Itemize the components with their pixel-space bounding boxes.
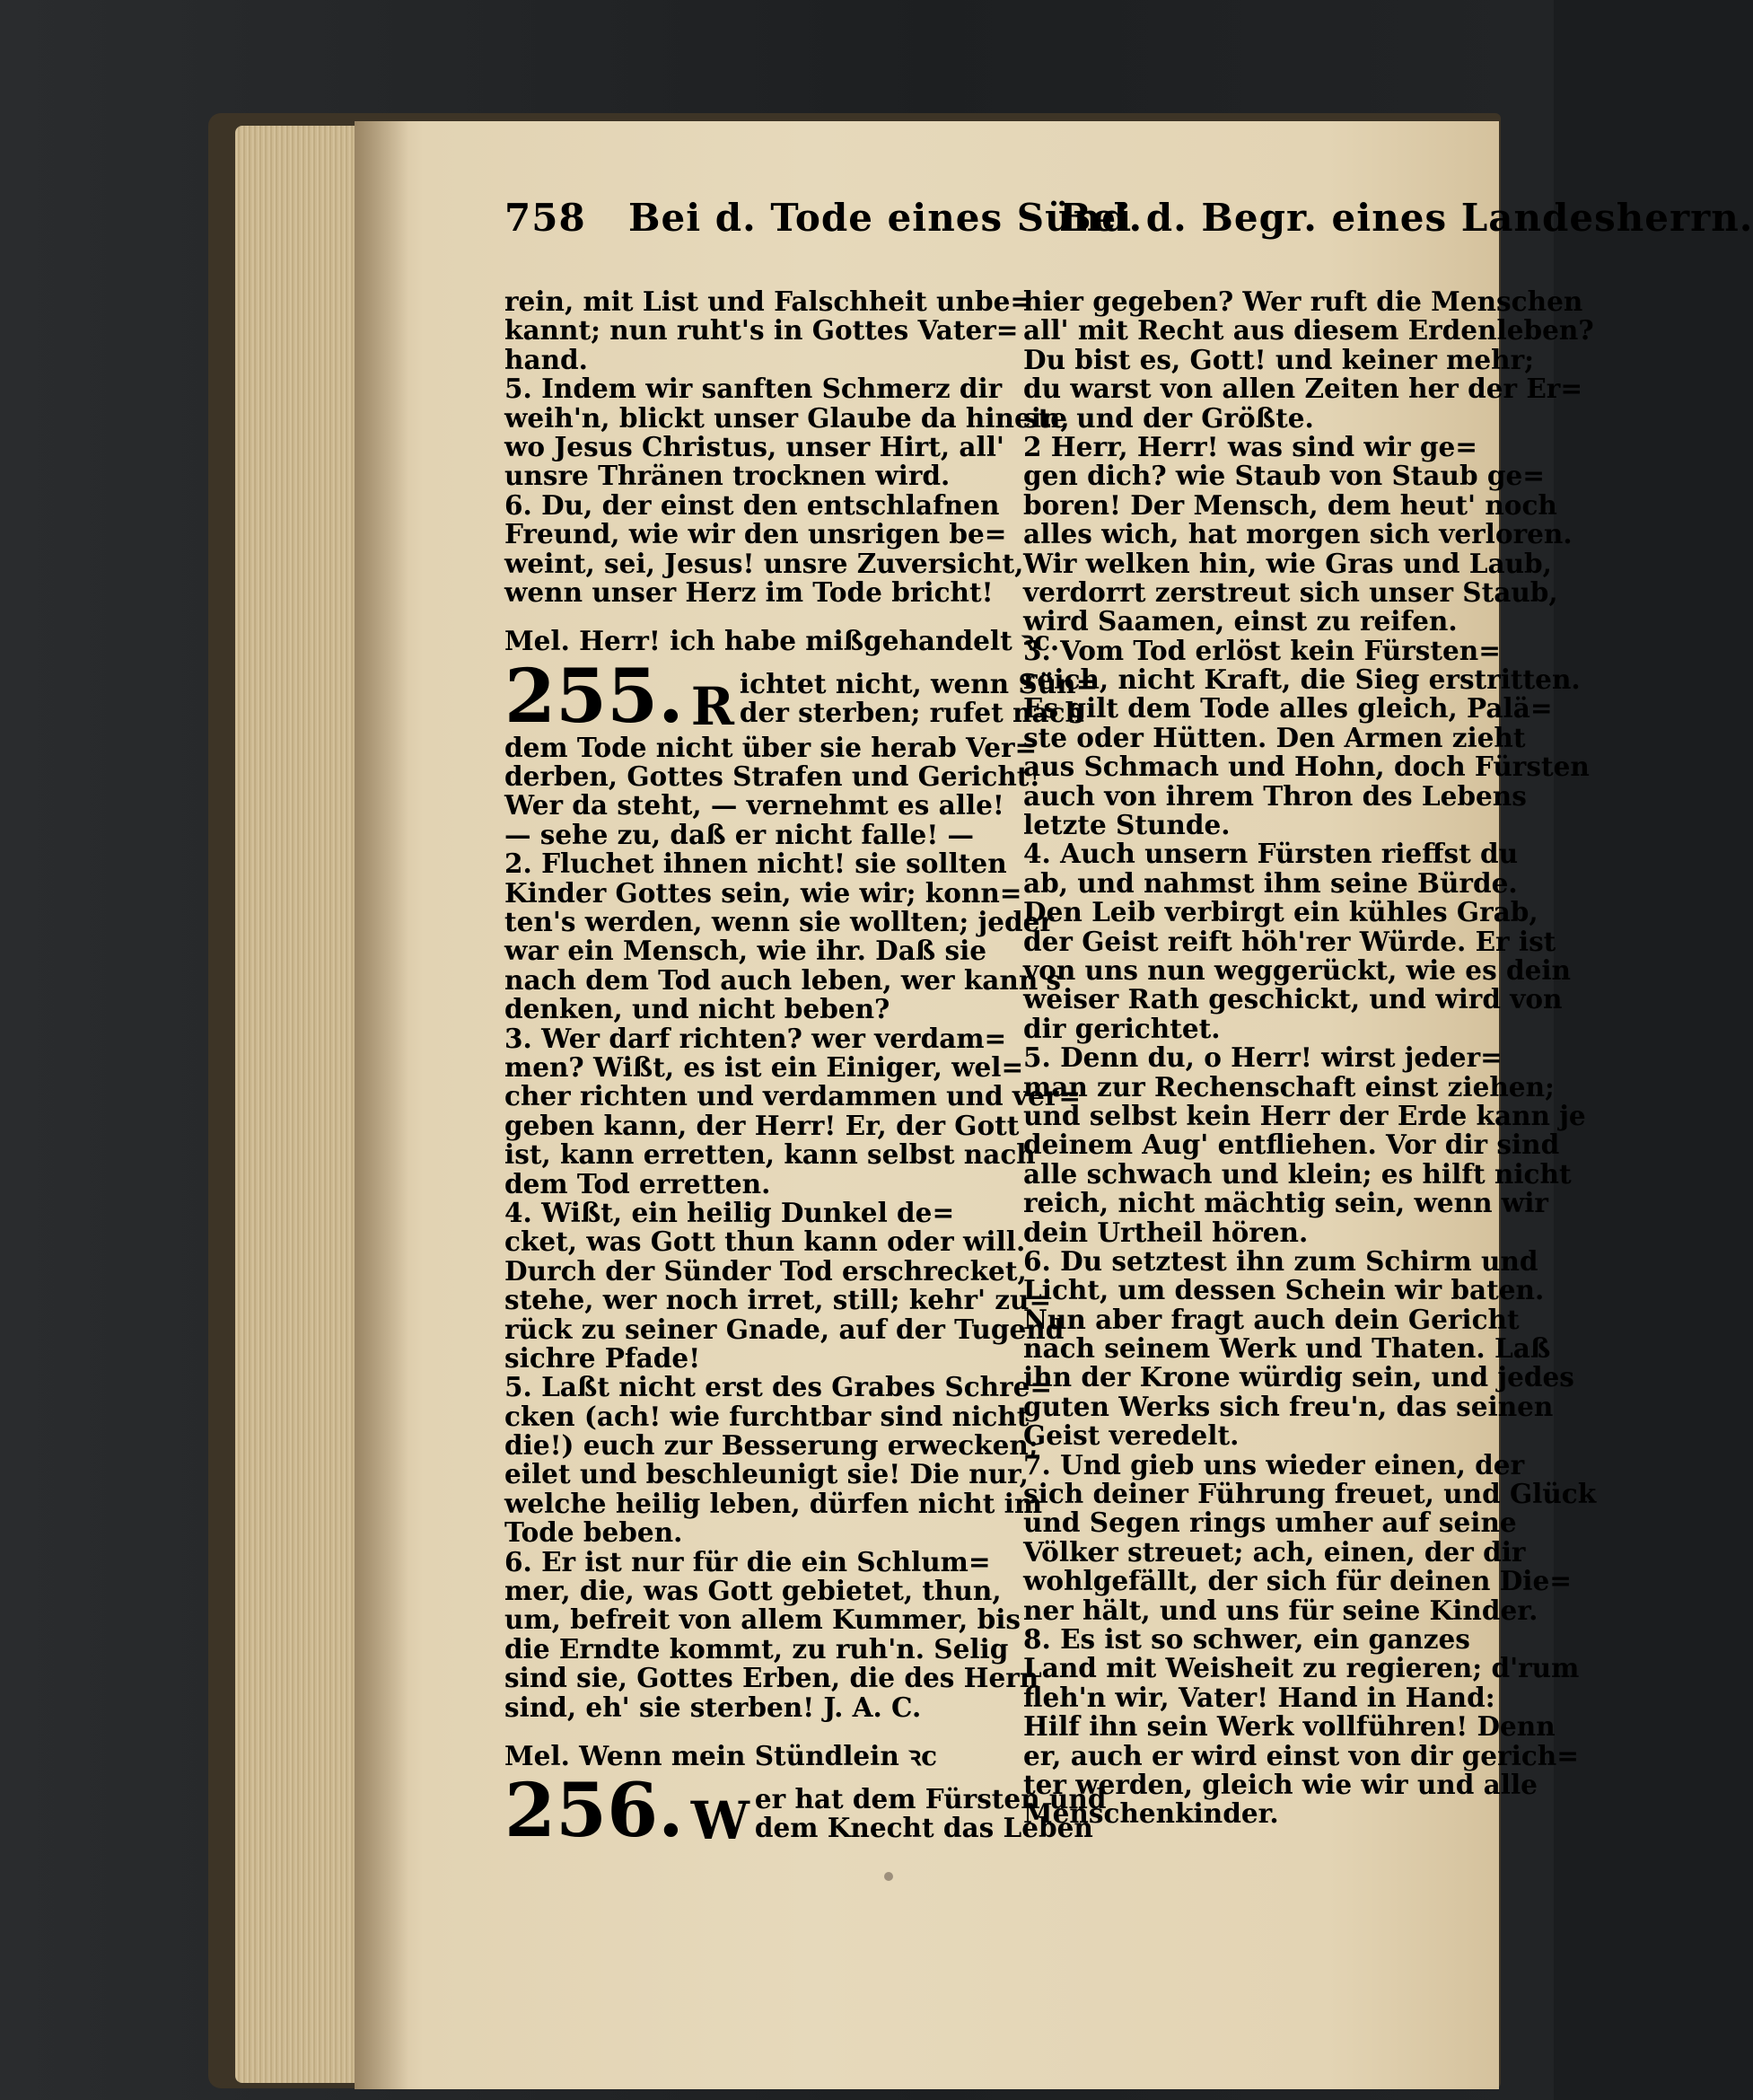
text-line: alle schwach und klein; es hilft nicht — [1023, 1157, 1572, 1190]
text-line: 6. Du, der einst den entschlafnen — [504, 488, 1000, 521]
text-line: Wer da steht, — vernehmt es alle! — [504, 789, 1004, 822]
text-line: 5. Laßt nicht erst des Grabes Schre= — [504, 1371, 1053, 1403]
text-line: cken (ach! wie furchtbar sind nicht — [504, 1400, 1030, 1432]
text-line: eilet und beschleunigt sie! Die nur, — [504, 1458, 1029, 1490]
text-line: Es gilt dem Tode alles gleich, Palä= — [1023, 692, 1553, 725]
text-line: Menschenkinder. — [1023, 1797, 1279, 1830]
text-line: ste und der Größte. — [1023, 401, 1314, 434]
hymn-256-line-2: dem Knecht das Leben — [754, 1811, 1093, 1843]
text-line: Kinder Gottes sein, wie wir; konn= — [504, 876, 1022, 909]
left-column — [504, 286, 1107, 1855]
text-line: ste oder Hütten. Den Armen zieht — [1023, 721, 1526, 753]
text-line: weiser Rath geschickt, und wird von — [1023, 983, 1563, 1015]
spine-shadow — [355, 121, 408, 2089]
text-line: Den Leib verbirgt ein kühles Grab, — [1023, 896, 1538, 928]
hymn-256-heading — [504, 1768, 1107, 1855]
text-line: dir gerichtet. — [1023, 1012, 1221, 1044]
text-line: — sehe zu, daß er nicht falle! — — [504, 818, 975, 850]
text-line: Licht, um dessen Schein wir baten. — [1023, 1274, 1545, 1306]
hymn-255-line-2: der sterben; rufet nach — [739, 697, 1084, 729]
text-line: 6. Er ist nur für die ein Schlum= — [504, 1545, 991, 1577]
text-line: wo Jesus Christus, unser Hirt, all' — [504, 430, 1004, 462]
text-line: 2 Herr, Herr! was sind wir ge= — [1023, 430, 1477, 462]
text-line: 7. Und gieb uns wieder einen, der — [1023, 1448, 1525, 1481]
text-line: stehe, wer noch irret, still; kehr' zu= — [504, 1284, 1052, 1316]
text-line: ner hält, und uns für seine Kinder. — [1023, 1594, 1538, 1626]
text-line: man zur Rechenschaft einst ziehen; — [1023, 1070, 1555, 1103]
text-line: dem Tod erretten. — [504, 1167, 771, 1199]
text-line: 5. Indem wir sanften Schmerz dir — [504, 373, 1003, 405]
text-line: und selbst kein Herr der Erde kann je — [1023, 1099, 1586, 1131]
text-line: ab, und nahmst ihm seine Bürde. — [1023, 866, 1518, 899]
text-line: 6. Du setztest ihn zum Schirm und — [1023, 1244, 1538, 1277]
text-line: wohlgefällt, der sich für deinen Die= — [1023, 1565, 1572, 1597]
text-line: du warst von allen Zeiten her der Er= — [1023, 373, 1583, 405]
text-line: wird Saamen, einst zu reifen. — [1023, 605, 1458, 637]
text-line: nach dem Tod auch leben, wer kann's — [504, 963, 1061, 996]
text-line: geben kann, der Herr! Er, der Gott — [504, 1109, 1020, 1141]
melody-line-255: Mel. Herr! ich habe mißgehandelt ꝛc. — [504, 625, 1060, 657]
text-line: 8. Es ist so schwer, ein ganzes — [1023, 1622, 1470, 1655]
text-line: 3. Vom Tod erlöst kein Fürsten= — [1023, 634, 1501, 666]
page-number: 758 — [504, 196, 586, 240]
text-line: kannt; nun ruht's in Gottes Vater= — [504, 314, 1019, 347]
text-line: Wir welken hin, wie Gras und Laub, — [1023, 547, 1552, 579]
text-line: weih'n, blickt unser Glaube da hinein, — [504, 401, 1070, 434]
text-line: der Geist reift höh'rer Würde. Er ist — [1023, 925, 1556, 957]
text-line: war ein Mensch, wie ihr. Daß sie — [504, 935, 987, 967]
running-header-right: Bei d. Begr. eines Landesherrn. — [1059, 196, 1753, 240]
text-line: Nun aber fragt auch dein Gericht — [1023, 1303, 1520, 1335]
hymn-number-255: 255. — [504, 653, 684, 740]
text-line: dein Urtheil hören. — [1023, 1216, 1309, 1248]
text-line: Freund, wie wir den unsrigen be= — [504, 518, 1007, 550]
text-line: Du bist es, Gott! und keiner mehr; — [1023, 343, 1534, 375]
text-line: dem Tode nicht über sie herab Ver= — [504, 731, 1038, 763]
text-line: 4. Auch unsern Fürsten rieffst du — [1023, 838, 1519, 870]
text-line: cher richten und verdammen und ver= — [504, 1080, 1082, 1112]
text-line: reich, nicht Kraft, die Sieg erstritten. — [1023, 663, 1581, 696]
text-line: alles wich, hat morgen sich verloren. — [1023, 518, 1573, 550]
text-line: um, befreit von allem Kummer, bis — [504, 1604, 1021, 1636]
text-line: Durch der Sünder Tod erschrecket, — [504, 1254, 1027, 1287]
text-line: men? Wißt, es ist ein Einiger, wel= — [504, 1050, 1024, 1083]
text-line: sind, eh' sie sterben! J. A. C. — [504, 1691, 922, 1723]
text-line: deinem Aug' entfliehen. Vor dir sind — [1023, 1129, 1560, 1161]
text-line: hand. — [504, 343, 588, 375]
text-line: verdorrt zerstreut sich unser Staub, — [1023, 576, 1558, 608]
text-line: auch von ihrem Thron des Lebens — [1023, 779, 1527, 812]
text-line: ter werden, gleich wie wir und alle — [1023, 1768, 1538, 1800]
text-line: ihn der Krone würdig sein, und jedes — [1023, 1361, 1574, 1393]
text-line: derben, Gottes Strafen und Gericht! — [504, 760, 1041, 793]
text-line: Geist veredelt. — [1023, 1419, 1240, 1452]
text-line: hier gegeben? Wer ruft die Menschen — [1023, 286, 1583, 317]
drop-initial-255: R — [690, 675, 734, 737]
drop-initial-256: W — [690, 1790, 749, 1852]
text-line: Land mit Weisheit zu regieren; d'rum — [1023, 1652, 1580, 1684]
hymn-256-line-1: er hat dem Fürsten und — [754, 1782, 1107, 1814]
text-line: er, auch er wird einst von dir gerich= — [1023, 1739, 1579, 1771]
running-header-left: Bei d. Tode eines Sünd. — [628, 196, 1144, 240]
text-line: Hilf ihn sein Werk vollführen! Denn — [1023, 1710, 1556, 1743]
text-line: Tode beben. — [504, 1516, 683, 1549]
text-line: ten's werden, wenn sie wollten; jeder — [504, 906, 1054, 938]
text-line: reich, nicht mächtig sein, wenn wir — [1023, 1187, 1548, 1219]
text-line: guten Werks sich freu'n, das seinen — [1023, 1390, 1554, 1422]
text-line: sich deiner Führung freuet, und Glück — [1023, 1478, 1597, 1510]
text-line: denken, und nicht beben? — [504, 993, 890, 1025]
paper-spot — [884, 1872, 893, 1881]
text-line: mer, die, was Gott gebietet, thun, — [504, 1575, 1002, 1607]
text-line: weint, sei, Jesus! unsre Zuversicht, — [504, 547, 1024, 579]
text-line: letzte Stunde. — [1023, 809, 1231, 841]
text-line: rück zu seiner Gnade, auf der Tugend — [504, 1313, 1065, 1345]
text-line: die!) euch zur Besserung erwecken; — [504, 1429, 1039, 1462]
hymn-number-256: 256. — [504, 1768, 684, 1855]
melody-line-256: Mel. Wenn mein Stündlein ꝛc — [504, 1739, 938, 1771]
hymn-255-heading — [504, 653, 1106, 740]
text-line: die Erndte kommt, zu ruh'n. Selig — [504, 1632, 1009, 1665]
text-line: rein, mit List und Falschheit unbe= — [504, 286, 1033, 317]
text-line: sichre Pfade! — [504, 1341, 701, 1374]
text-line: cket, was Gott thun kann oder will. — [504, 1226, 1026, 1258]
text-line: 5. Denn du, o Herr! wirst jeder= — [1023, 1041, 1503, 1074]
hymn-255-line-1: ichtet nicht, wenn Sün= — [739, 667, 1099, 699]
text-line: welche heilig leben, dürfen nicht im — [504, 1487, 1043, 1519]
text-line: boren! Der Mensch, dem heut' noch — [1023, 488, 1557, 521]
text-line: all' mit Recht aus diesem Erdenleben? — [1023, 314, 1594, 347]
text-line: sind sie, Gottes Erben, die des Hern — [504, 1662, 1039, 1694]
text-line: 4. Wißt, ein heilig Dunkel de= — [504, 1196, 955, 1228]
text-line: nach seinem Werk und Thaten. Laß — [1023, 1332, 1551, 1365]
text-line: fleh'n wir, Vater! Hand in Hand: — [1023, 1681, 1495, 1713]
right-column — [1023, 287, 1596, 1829]
text-line: 3. Wer darf richten? wer verdam= — [504, 1022, 1007, 1054]
text-line: und Segen rings umher auf seine — [1023, 1507, 1517, 1539]
text-line: 2. Fluchet ihnen nicht! sie sollten — [504, 848, 1007, 880]
text-line: von uns nun weggerückt, wie es dein — [1023, 953, 1572, 986]
text-line: wenn unser Herz im Tode bricht! — [504, 576, 994, 608]
text-line: gen dich? wie Staub von Staub ge= — [1023, 460, 1545, 492]
text-line: unsre Thränen trocknen wird. — [504, 460, 951, 492]
text-line: aus Schmach und Hohn, doch Fürsten — [1023, 751, 1590, 783]
text-line: ist, kann erretten, kann selbst nach — [504, 1138, 1036, 1171]
text-line: Völker streuet; ach, einen, der dir — [1023, 1535, 1526, 1568]
